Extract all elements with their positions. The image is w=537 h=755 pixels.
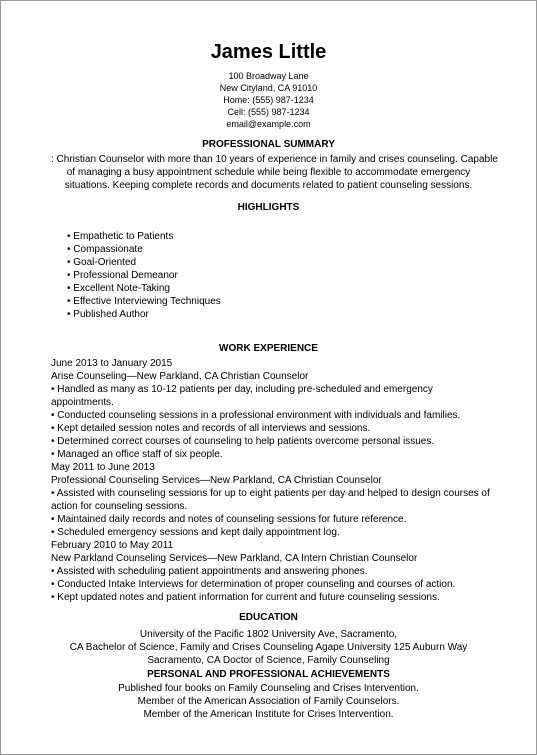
job-bullet: • Maintained daily records and notes of counseling sessions for future reference.	[51, 514, 407, 525]
job-bullet: action for counseling sessions.	[51, 501, 188, 512]
list-item: • Excellent Note-Taking	[67, 283, 170, 294]
list-item: • Empathetic to Patients	[67, 231, 174, 242]
summary-line: : Christian Counselor with more than 10 years of experience in family and crises counseling. Capable	[51, 154, 498, 165]
education-section	[1, 628, 536, 667]
job-bullet: • Handled as many as 10-12 patients per day, including pre-scheduled and emergency	[51, 384, 433, 395]
highlights-heading: HIGHLIGHTS	[237, 202, 300, 213]
achievement-line: Member of the American Association of Family Counselors.	[137, 696, 400, 707]
achievement-line: Member of the American Institute for Crises Intervention.	[143, 709, 394, 720]
address-line: 100 Broadway Lane	[228, 71, 309, 81]
job-title: New Parkland Counseling Services—New Parkland, CA Intern Christian Counselor	[51, 553, 418, 564]
email: email@example.com	[226, 119, 311, 129]
city-line: New Cityland, CA 91010	[219, 83, 318, 93]
education-line: Sacramento, CA Doctor of Science, Family Counseling	[147, 655, 390, 666]
job-title: Professional Counseling Services—New Parkland, CA Christian Counselor	[51, 475, 382, 486]
job-bullet: • Conducted Intake Interviews for determination of proper counseling and courses of action.	[51, 579, 456, 590]
experience-section	[51, 357, 491, 604]
job-dates: June 2013 to January 2015	[51, 358, 173, 369]
list-item: • Effective Interviewing Techniques	[67, 296, 221, 307]
job-bullet: • Determined correct courses of counseling to help patients overcome personal issues.	[51, 436, 435, 447]
job-bullet: • Kept detailed session notes and records of all interviews and sessions.	[51, 423, 371, 434]
summary-heading: PROFESSIONAL SUMMARY	[202, 139, 335, 150]
job-dates: February 2010 to May 2011	[51, 540, 174, 551]
job-bullet: appointments.	[51, 397, 114, 408]
job-bullet: • Managed an office staff of six people.	[51, 449, 223, 460]
applicant-name: James Little	[210, 41, 327, 63]
achievements-heading: PERSONAL AND PROFESSIONAL ACHIEVEMENTS	[147, 669, 390, 680]
summary-line: of managing a busy appointment schedule while being flexible to accommodate emergency	[66, 167, 471, 178]
education-line: University of the Pacific 1802 University Ave, Sacramento,	[139, 629, 398, 640]
home-phone: Home: (555) 987-1234	[223, 95, 314, 105]
job-dates: May 2011 to June 2013	[51, 462, 155, 473]
job-bullet: • Kept updated notes and patient information for current and future counseling sessions.	[51, 592, 440, 603]
achievements-section	[1, 682, 536, 721]
job-bullet: • Scheduled emergency sessions and kept daily appointment log.	[51, 527, 340, 538]
cell-phone: Cell: (555) 987-1234	[227, 107, 310, 117]
job-bullet: • Assisted with counseling sessions for up to eight patients per day and helped to design courses of	[51, 488, 490, 499]
summary-line: situations. Keeping complete records and documents related to patient counseling sessions.	[64, 180, 473, 191]
job-bullet: • Assisted with scheduling patient appointments and answering phones.	[51, 566, 368, 577]
achievement-line: Published four books on Family Counseling and Crises Intervention.	[118, 683, 419, 694]
job-bullet: • Conducted counseling sessions in a professional environment with individuals and families.	[51, 410, 461, 421]
list-item: • Compassionate	[67, 244, 143, 255]
summary-text	[51, 153, 498, 192]
highlights-list	[67, 230, 221, 321]
job-title: Arise Counseling—New Parkland, CA Christian Counselor	[51, 371, 309, 382]
education-heading: EDUCATION	[239, 612, 298, 623]
contact-block	[1, 70, 536, 130]
education-line: CA Bachelor of Science, Family and Crises Counseling Agape University 125 Auburn Way	[69, 642, 468, 653]
list-item: • Goal-Oriented	[67, 257, 137, 268]
experience-heading: WORK EXPERIENCE	[219, 343, 318, 354]
list-item: • Published Author	[67, 309, 149, 320]
list-item: • Professional Demeanor	[67, 270, 178, 281]
